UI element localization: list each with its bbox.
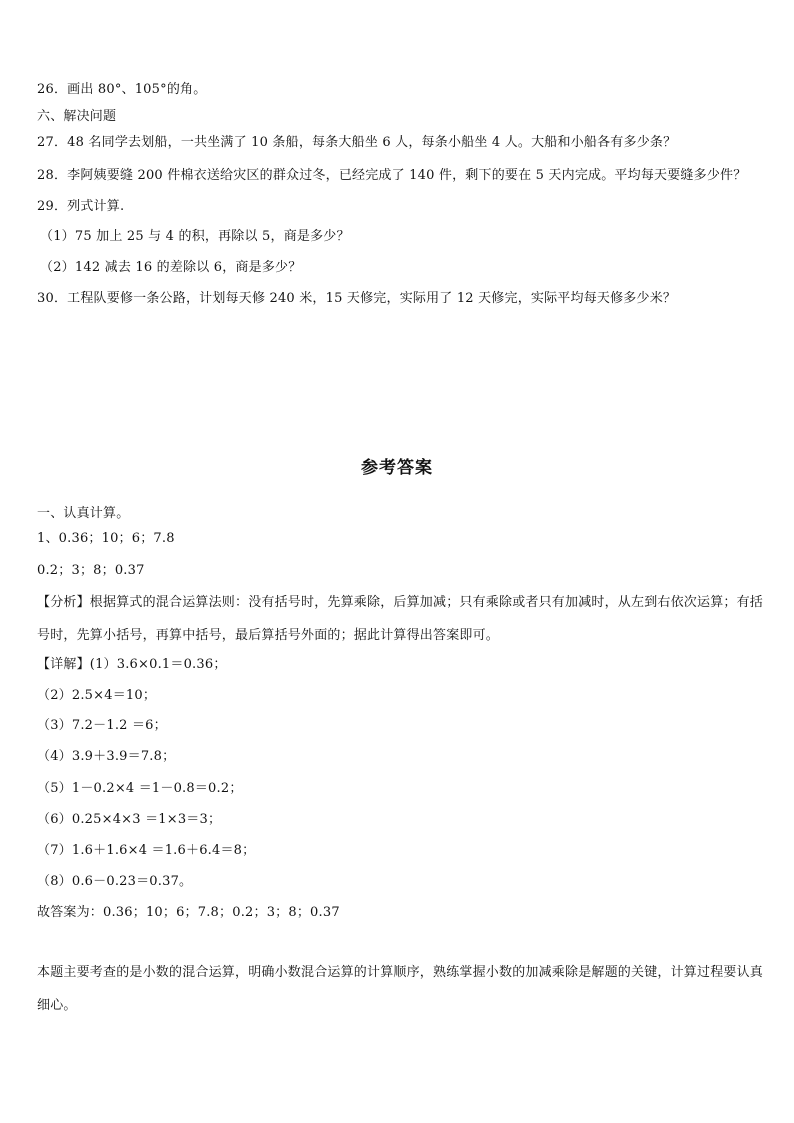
detail-step-5: （5）1－0.2×4 ＝1－0.8＝0.2；: [37, 781, 243, 796]
comment-paragraph: 本题主要考查的是小数的混合运算，明确小数混合运算的计算顺序，熟练掌握小数的加减乘除是解题的关键，计算过程要认真细心。: [37, 965, 764, 1013]
detail-step-4: （4）3.9＋3.9＝7.8；: [37, 749, 176, 764]
detail-step-7: （7）1.6＋1.6×4 ＝1.6＋6.4＝8；: [37, 843, 256, 858]
question-26: 26．画出 80°、105°的角。: [37, 82, 207, 97]
analysis-paragraph: 【分析】根据算式的混合运算法则：没有括号时，先算乘除，后算加减；只有乘除或者只有加减时，从左到右依次运算；有括号时，先算小括号，再算中括号，最后算括号外面的；据此计算得出答案即可。: [37, 595, 764, 643]
detail-step-3: （3）7.2－1.2 ＝6；: [37, 718, 167, 733]
answer-conclusion: 故答案为：0.36；10；6；7.8；0.2；3；8；0.37: [37, 905, 340, 920]
question-29: 29．列式计算.: [37, 199, 125, 214]
detail-step-6: （6）0.25×4×3 ＝1×3＝3；: [37, 812, 222, 827]
detail-step-1: 【详解】(1）3.6×0.1＝0.36；: [37, 657, 227, 672]
section-heading-solve-problems: 六、解决问题: [37, 109, 117, 124]
detail-step-8: （8）0.6－0.23＝0.37。: [37, 874, 193, 889]
question-30: 30．工程队要修一条公路，计划每天修 240 米，15 天修完，实际用了 12 天修完，实际平均每天修多少米？: [37, 291, 677, 306]
answer-1-line-1: 1、0.36；10；6；7.8: [37, 531, 175, 546]
answer-section-1-heading: 一、认真计算。: [37, 506, 130, 521]
answers-title: 参考答案: [361, 458, 433, 478]
answer-1-line-2: 0.2；3；8；0.37: [37, 563, 145, 578]
question-27: 27．48 名同学去划船，一共坐满了 10 条船，每条大船坐 6 人，每条小船坐 4 人。大船和小船各有多少条？: [37, 135, 677, 150]
question-29-part-2: （2）142 减去 16 的差除以 6，商是多少？: [40, 260, 302, 275]
question-29-part-1: （1）75 加上 25 与 4 的积，再除以 5，商是多少？: [40, 229, 350, 244]
detail-step-2: （2）2.5×4＝10；: [37, 688, 157, 703]
question-28: 28．李阿姨要缝 200 件棉衣送给灾区的群众过冬，已经完成了 140 件，剩下的要在 5 天内完成。平均每天要缝多少件？: [37, 168, 747, 183]
